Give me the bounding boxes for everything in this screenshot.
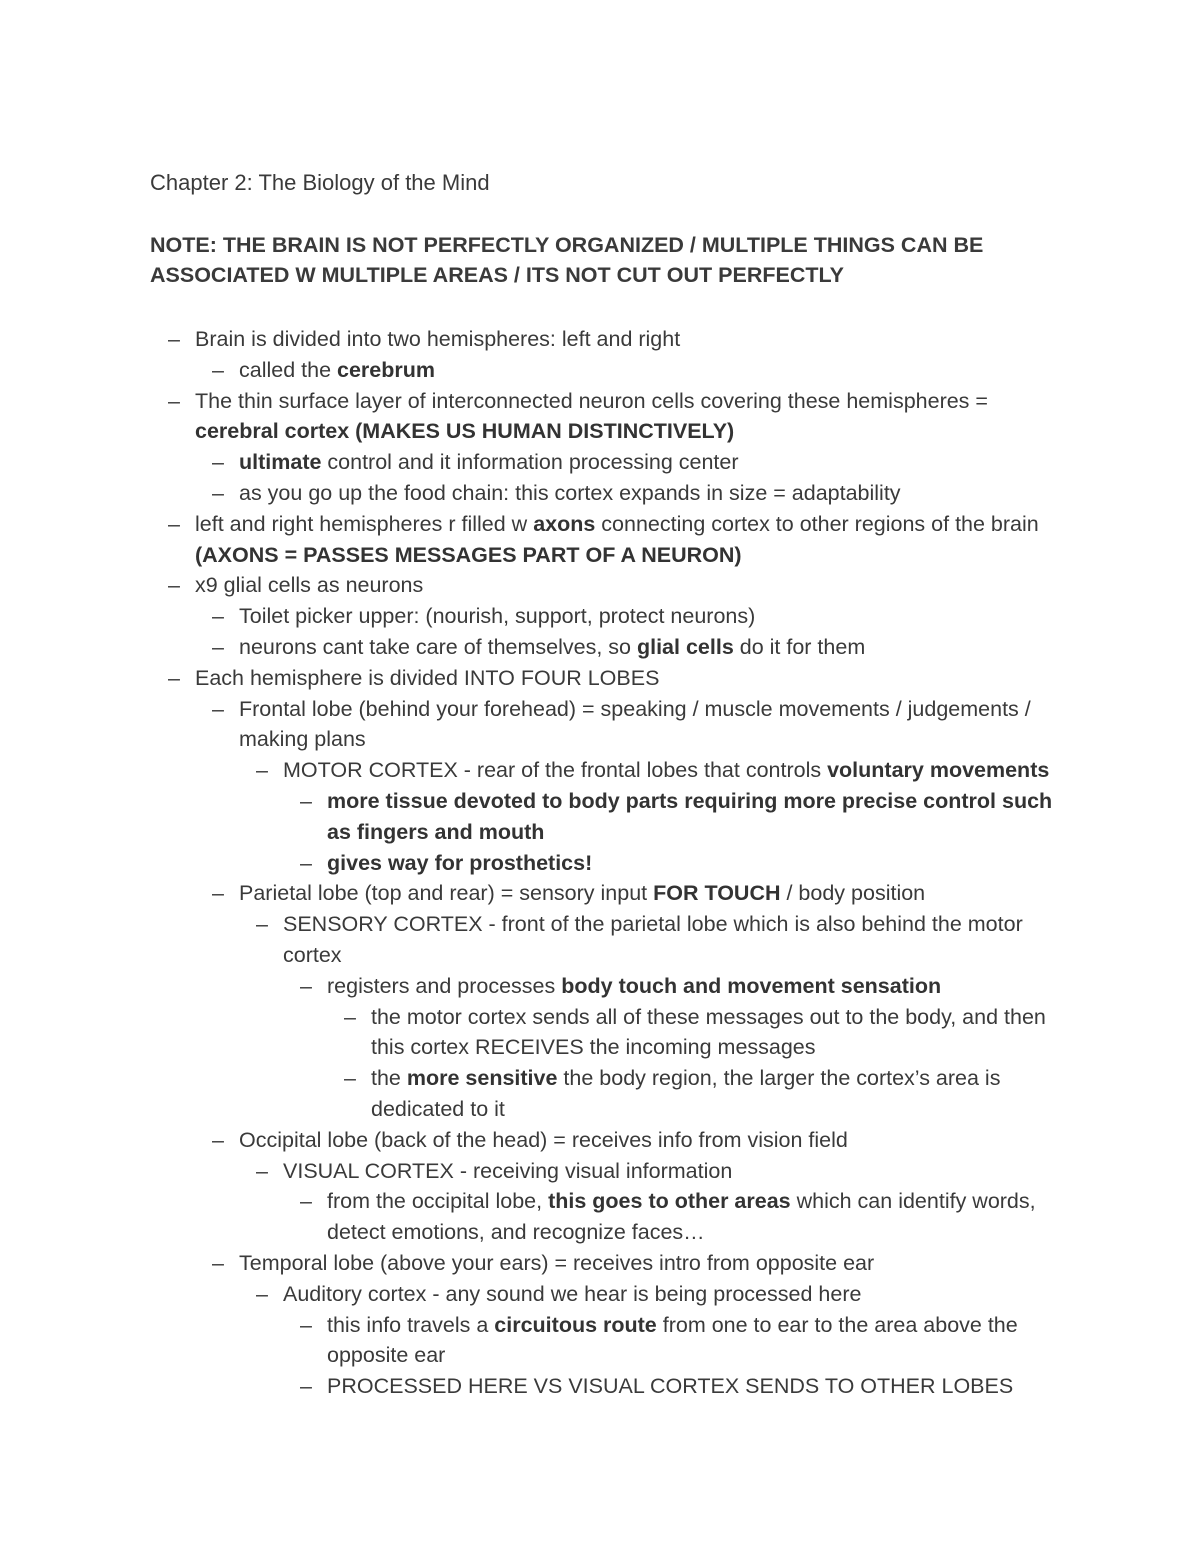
- list-item: [150, 601, 1070, 632]
- item-text: called the: [239, 357, 338, 382]
- bullet-dash: –: [300, 850, 312, 875]
- item-text: neurons cant take care of themselves, so: [239, 634, 637, 659]
- list-item: [150, 848, 1070, 879]
- list-item: [150, 1156, 1070, 1187]
- document-page: [150, 168, 1070, 1402]
- item-text: The thin surface layer of interconnected neuron cells covering these hemispheres =: [195, 388, 988, 413]
- bullet-dash: –: [256, 912, 268, 937]
- bold-text: more sensitive: [406, 1066, 558, 1091]
- list-item: [150, 1310, 1070, 1372]
- bullet-dash: –: [212, 634, 224, 659]
- bullet-dash: –: [168, 388, 180, 413]
- list-item: [150, 694, 1070, 756]
- item-text: from the occipital lobe,: [327, 1189, 549, 1214]
- bullet-dash: –: [300, 1374, 312, 1399]
- bullet-dash: –: [168, 327, 180, 351]
- bold-text: this goes to other areas: [548, 1189, 791, 1214]
- item-text: PROCESSED HERE VS VISUAL CORTEX SENDS TO OTHER LOBES: [327, 1374, 1014, 1399]
- list-item: [150, 1248, 1070, 1279]
- item-text: Occipital lobe (back of the head) = receives info from vision field: [239, 1127, 848, 1152]
- bullet-dash: –: [300, 973, 312, 998]
- bold-text: cerebral cortex (MAKES US HUMAN DISTINCTIVELY): [195, 419, 735, 444]
- bullet-dash: –: [212, 357, 224, 382]
- item-text: SENSORY CORTEX - front of the parietal lobe which is also behind the motor cortex: [283, 912, 1023, 967]
- bold-text: FOR TOUCH: [653, 881, 781, 906]
- notes-list: [150, 324, 1070, 1402]
- document-title: Chapter 2: The Biology of the Mind: [150, 170, 490, 195]
- bold-text: circuitous route: [494, 1312, 657, 1337]
- list-item: [150, 570, 1070, 601]
- bullet-dash: –: [344, 1004, 356, 1029]
- bullet-dash: –: [212, 881, 224, 906]
- bullet-dash: –: [168, 511, 180, 536]
- bullet-dash: –: [212, 696, 224, 721]
- bold-text: voluntary movements: [827, 758, 1050, 783]
- item-text: MOTOR CORTEX - rear of the frontal lobes that controls: [283, 758, 828, 783]
- item-text: Temporal lobe (above your ears) = receives intro from opposite ear: [239, 1250, 875, 1275]
- list-item: [150, 509, 1070, 571]
- list-item: [150, 1063, 1070, 1125]
- bullet-dash: –: [300, 1189, 312, 1214]
- list-item: [150, 1125, 1070, 1156]
- bullet-dash: –: [168, 665, 180, 690]
- list-item: [150, 663, 1070, 694]
- list-item: [150, 1002, 1070, 1064]
- bold-text: ultimate: [239, 450, 322, 475]
- item-text: control and it information processing center: [321, 450, 739, 475]
- bullet-dash: –: [212, 1127, 224, 1152]
- bold-text: more tissue devoted to body parts requiring more precise control such as fingers and mouth: [327, 788, 1053, 844]
- bold-text: (AXONS = PASSES MESSAGES PART OF A NEURON): [195, 542, 742, 567]
- bold-text: glial cells: [636, 634, 734, 659]
- list-item: [150, 355, 1070, 386]
- list-item: [150, 878, 1070, 909]
- note-paragraph: NOTE: THE BRAIN IS NOT PERFECTLY ORGANIZED / MULTIPLE THINGS CAN BE ASSOCIATED W MULTIPLE AREAS / ITS NOT CUT OUT PERFECTLY: [150, 233, 984, 287]
- item-text: Brain is divided into two hemispheres: left and right: [195, 327, 681, 351]
- item-text: Toilet picker upper: (nourish, support, protect neurons): [239, 604, 756, 629]
- list-item: [150, 324, 1070, 355]
- bullet-dash: –: [300, 1312, 312, 1337]
- bold-text: cerebrum: [337, 357, 436, 382]
- item-text: as you go up the food chain: this cortex expands in size = adaptability: [239, 480, 901, 505]
- item-text: this info travels a: [327, 1312, 495, 1337]
- bold-text: gives way for prosthetics!: [327, 850, 593, 875]
- bullet-dash: –: [256, 758, 268, 783]
- bullet-dash: –: [212, 450, 224, 475]
- item-text: the body region, the larger the cortex’s area is dedicated to it: [371, 1066, 1001, 1121]
- list-item: [150, 632, 1070, 663]
- bullet-dash: –: [212, 604, 224, 629]
- item-text: left and right hemispheres r filled w: [195, 511, 534, 536]
- bullet-dash: –: [212, 1250, 224, 1275]
- item-text: Parietal lobe (top and rear) = sensory input: [239, 881, 654, 906]
- list-item: [150, 447, 1070, 478]
- item-text: registers and processes: [327, 973, 562, 998]
- item-text: from one to ear to the area above the opposite ear: [327, 1312, 1018, 1368]
- item-text: Frontal lobe (behind your forehead) = speaking / muscle movements / judgements / making plans: [239, 696, 1031, 752]
- list-item: [150, 786, 1070, 848]
- bullet-dash: –: [344, 1066, 356, 1091]
- item-text: connecting cortex to other regions of the brain: [595, 511, 1039, 536]
- bold-text: body touch and movement sensation: [561, 973, 942, 998]
- bullet-dash: –: [256, 1158, 268, 1183]
- bold-text: axons: [533, 511, 596, 536]
- item-text: VISUAL CORTEX - receiving visual information: [283, 1158, 733, 1183]
- item-text: Each hemisphere is divided INTO FOUR LOBES: [195, 665, 660, 690]
- bullet-dash: –: [300, 788, 312, 813]
- item-text: Auditory cortex - any sound we hear is being processed here: [283, 1281, 862, 1306]
- list-item: [150, 971, 1070, 1002]
- bullet-dash: –: [212, 480, 224, 505]
- item-text: / body position: [780, 881, 926, 906]
- list-item: [150, 1186, 1070, 1248]
- item-text: do it for them: [733, 634, 866, 659]
- list-item: [150, 909, 1070, 971]
- item-text: the: [371, 1066, 407, 1091]
- list-item: [150, 1279, 1070, 1310]
- list-item: [150, 478, 1070, 509]
- item-text: x9 glial cells as neurons: [195, 573, 424, 598]
- item-text: the motor cortex sends all of these messages out to the body, and then this cortex RECEIVES the incoming messages: [371, 1004, 1046, 1060]
- list-item: [150, 755, 1070, 786]
- bullet-dash: –: [256, 1281, 268, 1306]
- list-item: [150, 386, 1070, 448]
- list-item: [150, 1371, 1070, 1402]
- bullet-dash: –: [168, 573, 180, 598]
- item-text: which can identify words, detect emotions, and recognize faces…: [327, 1189, 1036, 1245]
